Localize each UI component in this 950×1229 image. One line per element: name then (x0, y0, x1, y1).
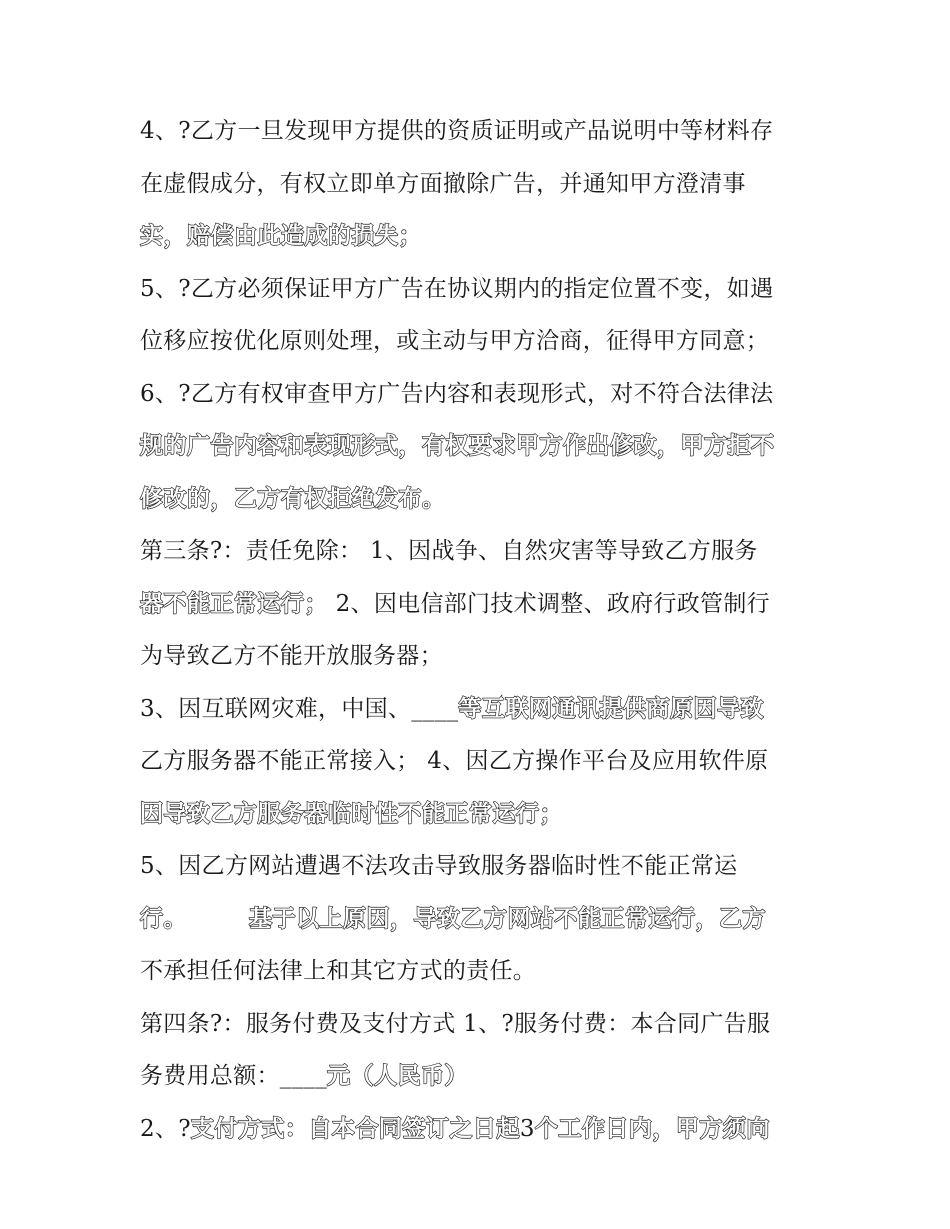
text-line (140, 473, 820, 526)
text-segment-outlined: 元（人民币） (327, 1063, 468, 1089)
text-line (140, 735, 820, 788)
text-segment-outlined: 修改的，乙方有权拒绝发布。 (140, 485, 446, 512)
text-segment-outlined: 等互联网通讯提供商原因导致 (458, 695, 764, 722)
text-line (140, 788, 820, 841)
text-line (140, 158, 820, 211)
text-line (140, 893, 820, 946)
text-segment-outlined: 因导致乙方服务器临时性不能正常运行； (140, 800, 563, 827)
text-line (140, 630, 820, 683)
text-segment: 第四条?：服务付费及支付方式 1、?服务付费：本合同广告服 (140, 1010, 771, 1037)
text-segment-outlined: 实，赔偿由此造成的损失； (140, 223, 422, 249)
text-segment: 位移应按优化原则处理，或主动与甲方洽商，征得甲方同意； (140, 328, 770, 354)
text-segment: 第三条?：责任免除： 1、因战争、自然灾害等导致乙方服务 (140, 538, 758, 564)
text-line (140, 945, 820, 998)
text-segment: 务费用总额：____ (140, 1063, 327, 1089)
text-segment: 5、?乙方必须保证甲方广告在协议期内的指定位置不变，如遇 (140, 275, 774, 302)
text-line (140, 420, 820, 473)
text-line (140, 578, 820, 631)
text-line (140, 840, 820, 893)
text-segment-outlined: 器不能正常运行； (140, 590, 328, 617)
text-segment: 3、因互联网灾难，中国、____ (140, 695, 459, 722)
text-segment-outlined: 规的广告内容和表现形式，有权要求甲方作出修改，甲方拒不 (140, 433, 775, 459)
text-segment: 乙方服务器不能正常接入； 4、因乙方操作平台及应用软件原 (140, 748, 769, 774)
text-line (140, 105, 820, 158)
text-segment: 3 (519, 1115, 535, 1142)
text-segment: 2、? (140, 1115, 191, 1142)
text-segment: 4、?乙方一旦发现甲方提供的资质证明或产品说明中等材料存 (140, 118, 774, 144)
text-segment: 6、?乙方有权审查甲方广告内容和表现形式，对不符合法律法 (140, 380, 774, 407)
text-line (140, 263, 820, 316)
text-segment: 5、因乙方网站遭遇不法攻击导致服务器临时性不能正常运 (140, 853, 738, 879)
text-segment-outlined: 支付方式：自本合同签订之日起 (190, 1115, 520, 1142)
text-line (140, 525, 820, 578)
text-line (140, 683, 820, 736)
document-body (140, 105, 820, 1155)
text-segment: 为导致乙方不能开放服务器； (140, 643, 443, 669)
text-segment-outlined: 个工作日内，甲方须向 (534, 1115, 770, 1142)
text-segment-outlined: 行。 (140, 905, 187, 932)
text-line (140, 210, 820, 263)
text-segment: 在虚假成分，有权立即单方面撤除广告，并通知甲方澄清事 (140, 170, 746, 197)
text-line (140, 1050, 820, 1103)
text-line (140, 315, 820, 368)
text-line (140, 998, 820, 1051)
text-line (140, 368, 820, 421)
text-segment: 2、因电信部门技术调整、政府行政管制行 (328, 590, 770, 617)
text-line (140, 1103, 820, 1156)
text-segment-outlined: 基于以上原因，导致乙方网站不能正常运行，乙方 (249, 905, 766, 932)
text-segment: 不承担任何法律上和其它方式的责任。 (140, 958, 537, 984)
